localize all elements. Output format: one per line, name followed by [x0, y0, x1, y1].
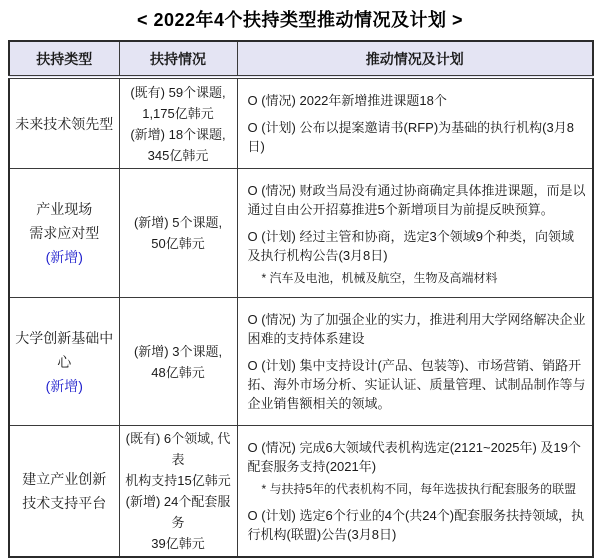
plan-item-plan: O (计划) 集中支持设计(产品、包装等)、市场营销、销路开拓、海外市场分析、实证认证、质量管理、试制品制作等与企业销售额相关的领域。: [247, 358, 586, 411]
header-support-type: 扶持类型: [9, 41, 119, 77]
support-status-line: (新增) 24个配套服务: [125, 494, 231, 530]
plan-cell: [237, 77, 593, 169]
page-title: < 2022年4个扶持类型推动情况及计划 >: [136, 10, 464, 30]
header-support-status: 扶持情况: [119, 41, 237, 77]
support-status-cell: [119, 169, 237, 298]
plan-cell: [237, 426, 593, 558]
new-tag: (新增): [45, 377, 83, 394]
support-status-line: 48亿韩元: [151, 364, 205, 380]
support-status-line: (既有) 6个领域, 代表: [125, 431, 231, 467]
support-type-cell: [9, 169, 119, 298]
plan-item-status: O (情况) 2022年新增推进课题18个: [247, 93, 447, 108]
plan-item-plan: O (计划) 公布以提案邀请书(RFP)为基础的执行机构(3月8日): [247, 120, 574, 154]
plan-cell: [237, 298, 593, 426]
plan-item-status: O (情况) 财政当局没有通过协商确定具体推进课题，而是以通过自由公开招募推进5个新增项目为前提反映预算。: [247, 183, 586, 217]
plan-item-note: * 与扶持5年的代表机构不同，每年选拔执行配套服务的联盟: [261, 482, 577, 496]
table-row-industry-field: [9, 169, 593, 298]
table-row-university-center: [9, 298, 593, 426]
support-type-cell: [9, 426, 119, 558]
support-type-name: 技术支持平台: [22, 495, 107, 511]
plan-item-note: * 汽车及电池，机械及航空，生物及高端材料: [261, 271, 498, 285]
support-type-name: 未来技术领先型: [15, 115, 114, 132]
table-header-row: [9, 41, 593, 77]
support-type-name: 大学创新基础中心: [15, 329, 114, 370]
support-type-name: 产业现场: [36, 201, 93, 217]
support-type-name: 需求应对型: [29, 225, 100, 241]
table-row-innovation-platform: [9, 426, 593, 558]
plan-item-plan: O (计划) 经过主管和协商，选定3个领域9个种类，向领域及执行机构公告(3月8日): [247, 229, 574, 263]
support-status-line: (新增) 5个课题,: [133, 215, 223, 230]
support-status-cell: [119, 426, 237, 558]
support-status-line: (新增) 3个课题,: [133, 343, 223, 359]
support-status-line: 39亿韩元: [151, 536, 205, 551]
support-status-line: (新增) 18个课题,: [130, 126, 226, 142]
support-status-line: 机构支持15亿韩元: [125, 473, 231, 488]
support-types-table: [8, 40, 594, 558]
plan-cell: [237, 169, 593, 298]
support-status-cell: [119, 298, 237, 426]
plan-item-status: O (情况) 完成6大领域代表机构选定(2121~2025年) 及19个配套服务支持(2021年): [247, 440, 581, 474]
plan-item-status: O (情况) 为了加强企业的实力，推进利用大学网络解决企业困难的支持体系建设: [247, 312, 586, 346]
support-type-cell: [9, 77, 119, 169]
support-status-line: 1,175亿韩元: [142, 105, 214, 121]
plan-item-plan: O (计划) 选定6个行业的4个(共24个)配套服务扶持领域，执行机构(联盟)公告(3月8日): [247, 508, 585, 542]
support-status-line: 50亿韩元: [151, 236, 205, 251]
new-tag: (新增): [45, 249, 83, 265]
header-plan: 推动情况及计划: [237, 41, 593, 77]
table-row-future-tech: [9, 77, 593, 169]
support-type-cell: [9, 298, 119, 426]
support-type-name: 建立产业创新: [22, 471, 107, 487]
support-status-line: 345亿韩元: [147, 147, 209, 163]
support-status-cell: [119, 77, 237, 169]
support-status-line: (既有) 59个课题,: [130, 84, 226, 100]
